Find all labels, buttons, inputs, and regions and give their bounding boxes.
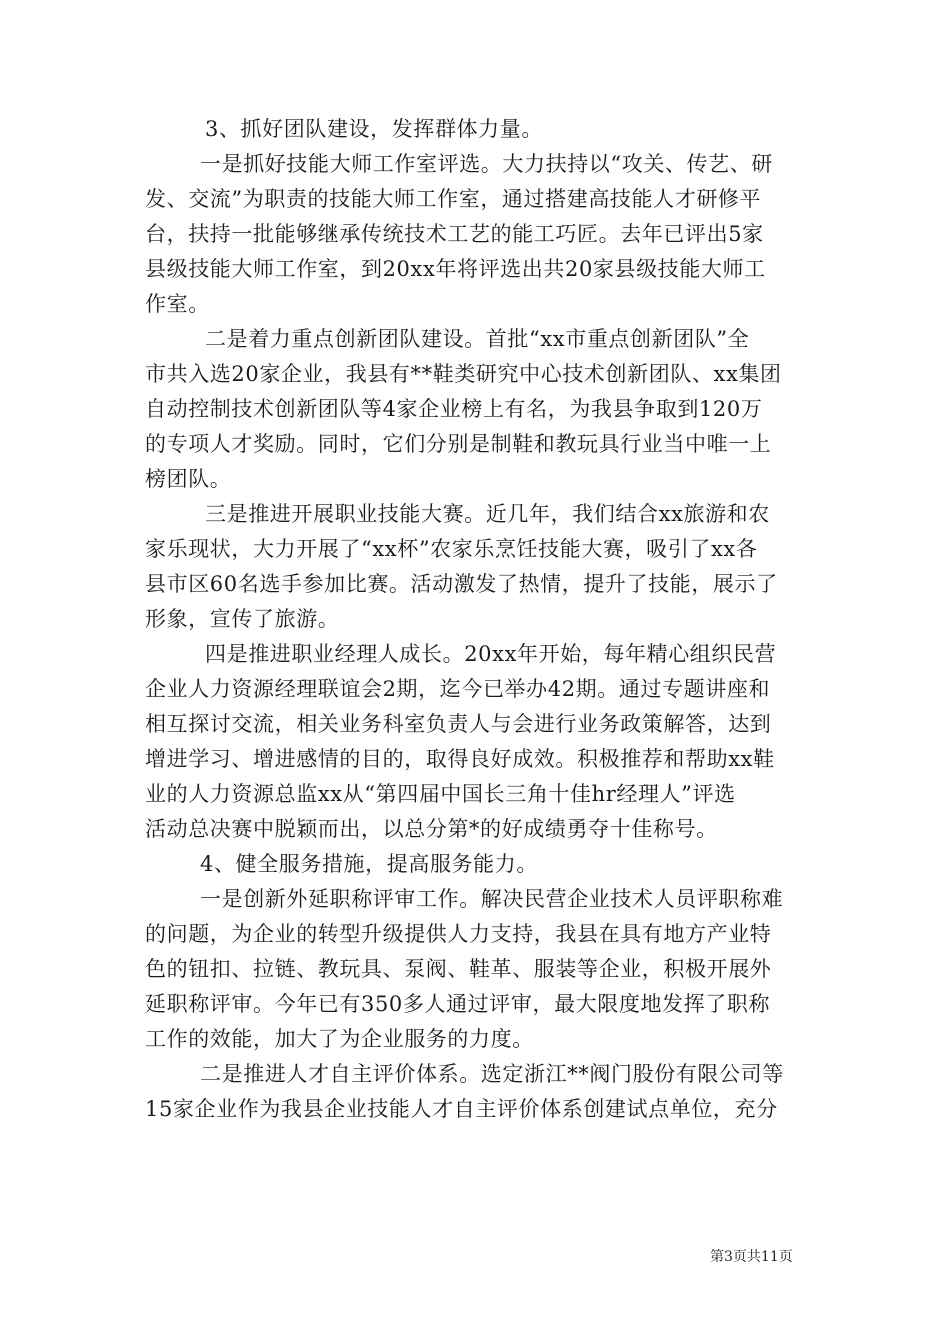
- text-line: 发、交流”为职责的技能大师工作室，通过搭建高技能人才研修平: [145, 187, 762, 211]
- text-line: 台，扶持一批能够继承传统技术工艺的能工巧匠。去年已评出5家: [145, 222, 764, 246]
- text-line: 活动总决赛中脱颖而出，以总分第*的好成绩勇夺十佳称号。: [145, 817, 718, 841]
- text-line: 3、抓好团队建设，发挥群体力量。: [205, 117, 543, 141]
- text-line: 县市区60名选手参加比赛。活动激发了热情，提升了技能，展示了: [145, 572, 778, 596]
- text-line: 15家企业作为我县企业技能人才自主评价体系创建试点单位，充分: [145, 1097, 778, 1121]
- text-line: 二是着力重点创新团队建设。首批“xx市重点创新团队”全: [205, 327, 750, 351]
- text-line: 榜团队。: [145, 467, 232, 491]
- text-line: 一是抓好技能大师工作室评选。大力扶持以“攻关、传艺、研: [200, 152, 773, 176]
- text-line: 县级技能大师工作室，到20xx年将评选出共20家县级技能大师工: [145, 257, 766, 281]
- text-line: 相互探讨交流，相关业务科室负责人与会进行业务政策解答，达到: [145, 712, 772, 736]
- text-line: 增进学习、增进感情的目的，取得良好成效。积极推荐和帮助xx鞋: [145, 747, 775, 771]
- text-line: 一是创新外延职称评审工作。解决民营企业技术人员评职称难: [200, 887, 784, 911]
- text-line: 企业人力资源经理联谊会2期，迄今已举办42期。通过专题讲座和: [145, 677, 771, 701]
- text-line: 自动控制技术创新团队等4家企业榜上有名，为我县争取到120万: [145, 397, 763, 421]
- text-line: 家乐现状，大力开展了“xx杯”农家乐烹饪技能大赛，吸引了xx各: [145, 537, 758, 561]
- page-number: 第3页共11页: [710, 1249, 793, 1265]
- text-line: 工作的效能，加大了为企业服务的力度。: [145, 1027, 534, 1051]
- text-line: 三是推进开展职业技能大赛。近几年，我们结合xx旅游和农: [205, 502, 770, 526]
- text-line: 的专项人才奖励。同时，它们分别是制鞋和教玩具行业当中唯一上: [145, 432, 772, 456]
- text-line: 4、健全服务措施，提高服务能力。: [200, 852, 538, 876]
- text-line: 四是推进职业经理人成长。20xx年开始，每年精心组织民营: [205, 642, 777, 666]
- text-line: 延职称评审。今年已有350多人通过评审，最大限度地发挥了职称: [145, 992, 771, 1016]
- text-line: 形象，宣传了旅游。: [145, 607, 340, 631]
- text-line: 业的人力资源总监xx从“第四届中国长三角十佳hr经理人”评选: [145, 782, 736, 806]
- body-text: [145, 112, 805, 1127]
- text-line: 市共入选20家企业，我县有**鞋类研究中心技术创新团队、xx集团: [145, 362, 782, 386]
- text-line: 的问题，为企业的转型升级提供人力支持，我县在具有地方产业特: [145, 922, 772, 946]
- text-line: 二是推进人才自主评价体系。选定浙江**阀门股份有限公司等: [200, 1062, 784, 1086]
- text-line: 色的钮扣、拉链、教玩具、泵阀、鞋革、服装等企业，积极开展外: [145, 957, 772, 981]
- text-line: 作室。: [145, 292, 210, 316]
